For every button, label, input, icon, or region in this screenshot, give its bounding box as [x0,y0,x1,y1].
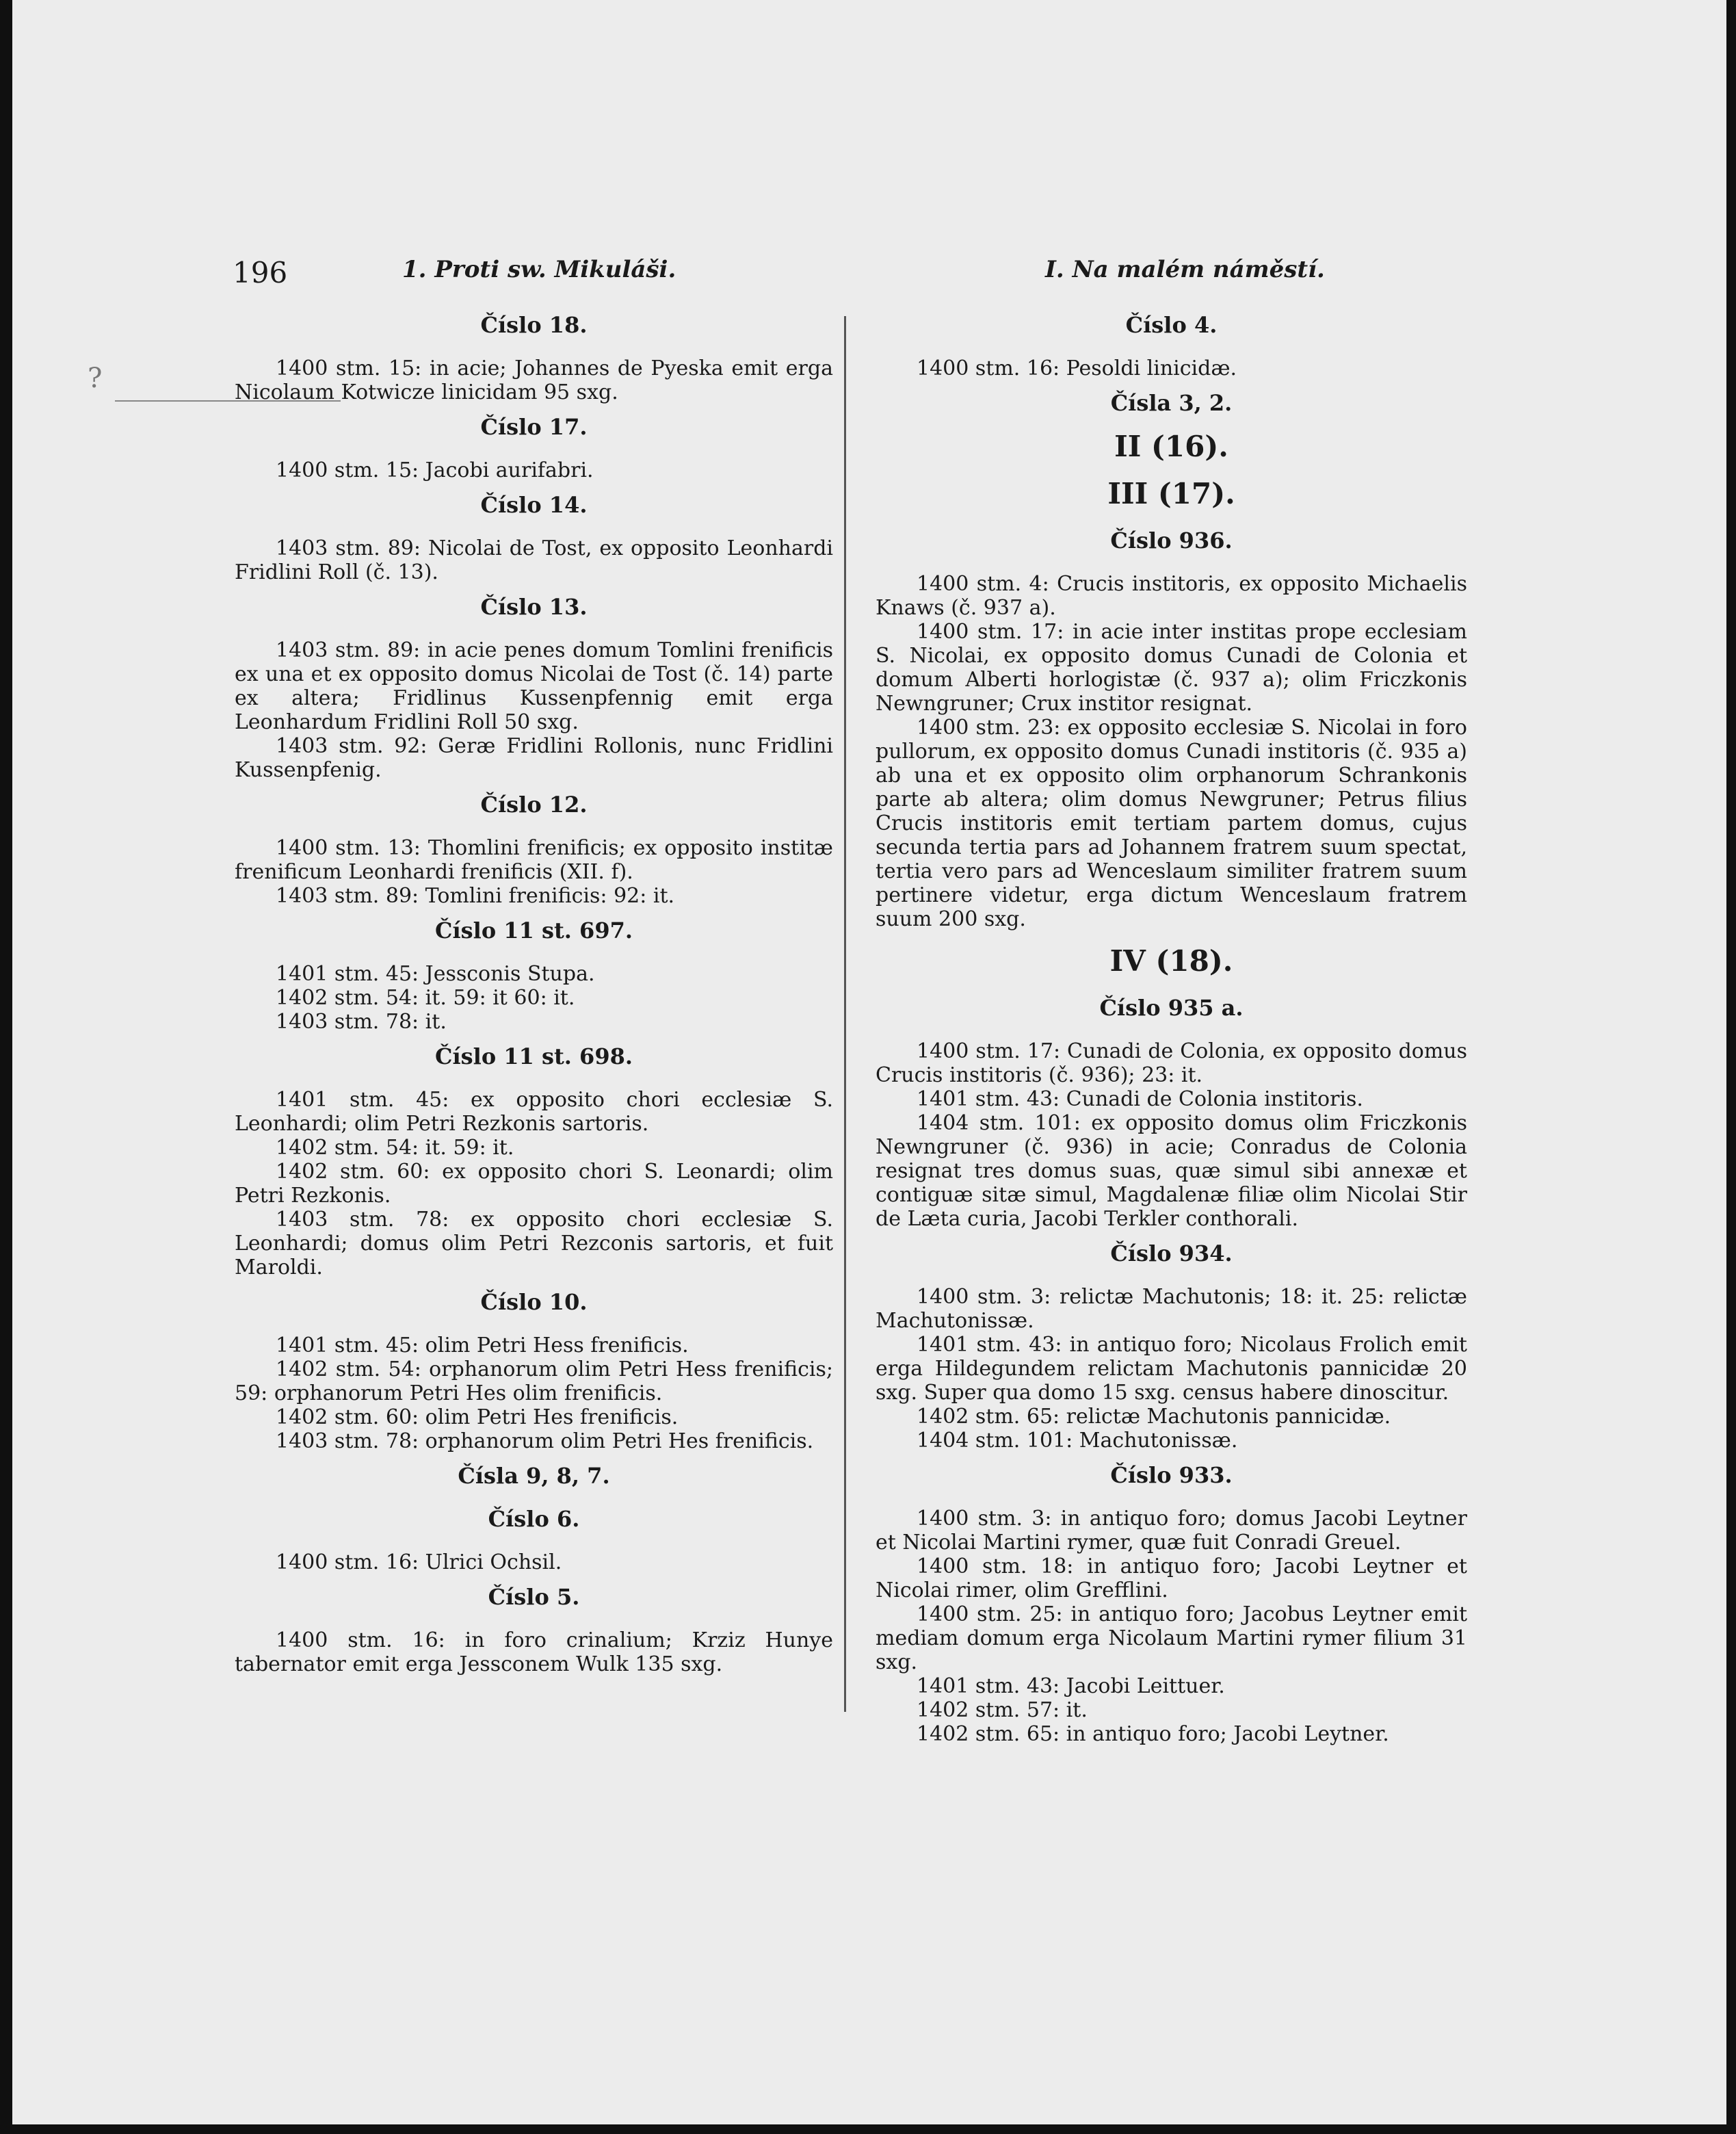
record-entry: 1400 stm. 3: in antiquo foro; domus Jacobi Leytner et Nicolai Martini rymer, quæ fuit Conradi Greuel. [876,1507,1467,1554]
roman-section-heading: IV (18). [1109,944,1233,978]
record-entry: 1400 stm. 16: in foro crinalium; Krziz Hunye tabernator emit erga Jessconem Wulk 135 sxg. [235,1628,833,1676]
section-heading: Číslo 6. [488,1506,580,1532]
section-heading: Číslo 10. [480,1289,588,1315]
section-heading: Číslo 933. [1110,1462,1233,1488]
section-heading: Číslo 5. [488,1584,580,1610]
record-entry: 1400 stm. 16: Pesoldi linicidæ. [917,356,1237,380]
record-entry: 1400 stm. 15: Jacobi aurifabri. [276,458,594,482]
record-entry: 1402 stm. 54: it. 59: it 60: it. [276,986,575,1010]
running-header-left: 1. Proti sw. Mikuláši. [402,256,676,283]
record-entry: 1400 stm. 16: Ulrici Ochsil. [276,1550,562,1574]
record-entry: 1400 stm. 4: Crucis institoris, ex opposito Michaelis Knaws (č. 937 a). [876,572,1467,620]
right-column [876,313,1467,1746]
record-entry: 1400 stm. 13: Thomlini frenificis; ex opposito institæ frenificum Leonhardi frenificis (XII. f). [235,836,833,884]
record-entry: 1402 stm. 57: it. [917,1698,1088,1722]
margin-pencil-mark: ? [88,363,103,394]
record-entry: 1403 stm. 89: Nicolai de Tost, ex opposito Leonhardi Fridlini Roll (č. 13). [235,536,833,584]
record-entry: 1400 stm. 17: Cunadi de Colonia, ex opposito domus Crucis institoris (č. 936); 23: it. [876,1039,1467,1087]
record-entry: 1400 stm. 17: in acie inter institas prope ecclesiam S. Nicolai, ex opposito domus Cunadi de Colonia et domum Alberti horlogistæ (č. 937 a); olim Friczkonis Newngruner; Crux institor resignat. [876,620,1467,716]
section-heading: Číslo 12. [480,792,588,818]
record-entry: 1401 stm. 45: olim Petri Hess frenificis. [276,1333,689,1357]
record-entry: 1403 stm. 78: ex opposito chori ecclesiæ S. Leonhardi; domus olim Petri Rezconis sartoris, et fuit Maroldi. [235,1208,833,1279]
record-entry: 1401 stm. 43: Cunadi de Colonia institoris. [917,1087,1363,1111]
record-entry: 1402 stm. 60: ex opposito chori S. Leonardi; olim Petri Rezkonis. [235,1160,833,1208]
record-entry: 1400 stm. 3: relictæ Machutonis; 18: it. 25: relictæ Machutonissæ. [876,1285,1467,1333]
record-entry: 1402 stm. 54: it. 59: it. [276,1136,514,1160]
section-heading: Číslo 934. [1110,1240,1233,1266]
section-heading: Čísla 3, 2. [1110,390,1233,416]
record-entry: 1402 stm. 65: in antiquo foro; Jacobi Leytner. [917,1722,1389,1746]
section-heading: Číslo 14. [480,492,588,518]
column-divider [844,316,846,1712]
section-heading: Číslo 11 st. 697. [435,918,633,944]
record-entry: 1401 stm. 43: in antiquo foro; Nicolaus Frolich emit erga Hildegundem relictam Machutonis pannicidæ 20 sxg. Super qua domo 15 sxg. census habere dinoscitur. [876,1333,1467,1405]
record-entry: 1403 stm. 89: in acie penes domum Tomlini frenificis ex una et ex opposito domus Nicolai de Tost (č. 14) parte ex altera; Fridlinus Kussenpfennig emit erga Leonhardum Fridlini Roll 50 sxg. [235,638,833,734]
record-entry: 1401 stm. 43: Jacobi Leittuer. [917,1674,1225,1698]
section-heading: Číslo 13. [480,594,588,620]
scanned-page [12,0,1726,2124]
record-entry: 1400 stm. 15: in acie; Johannes de Pyeska emit erga Nicolaum Kotwicze linicidam 95 sxg. [235,356,833,404]
page-number: 196 [233,256,288,289]
record-entry: 1403 stm. 78: orphanorum olim Petri Hes frenificis. [276,1429,814,1453]
section-heading: Číslo 17. [480,414,588,440]
record-entry: 1403 stm. 89: Tomlini frenificis: 92: it. [276,884,675,908]
section-heading: Číslo 936. [1110,528,1233,554]
record-entry: 1400 stm. 25: in antiquo foro; Jacobus Leytner emit mediam domum erga Nicolaum Martini rymer filium 31 sxg. [876,1602,1467,1674]
left-column [235,313,833,1676]
section-heading: Číslo 4. [1125,312,1218,338]
record-entry: 1401 stm. 45: ex opposito chori ecclesiæ S. Leonhardi; olim Petri Rezkonis sartoris. [235,1088,833,1136]
record-entry: 1401 stm. 45: Jessconis Stupa. [276,962,595,986]
record-entry: 1402 stm. 54: orphanorum olim Petri Hess frenificis; 59: orphanorum Petri Hes olim frenificis. [235,1357,833,1405]
record-entry: 1402 stm. 60: olim Petri Hes frenificis. [276,1405,679,1429]
section-heading: Číslo 935 a. [1099,995,1244,1021]
section-heading: Čísla 9, 8, 7. [458,1463,610,1489]
running-header-right: I. Na malém náměstí. [1045,256,1325,283]
section-heading: Číslo 11 st. 698. [435,1043,633,1069]
record-entry: 1404 stm. 101: Machutonissæ. [917,1429,1238,1453]
record-entry: 1403 stm. 78: it. [276,1010,447,1034]
record-entry: 1400 stm. 23: ex opposito ecclesiæ S. Nicolai in foro pullorum, ex opposito domus Cunadi institoris (č. 935 a) ab una et ex opposito olim orphanorum Schrankonis parte ab altera; olim domus Newgruner; Petrus filius Crucis institoris emit tertiam partem domus, cujus secunda tertia pars ad Johannem fratrem suum spectat, tertia vero pars ad Wenceslaum similiter fratrem suum pertinere videtur, erga dictum Wenceslaum fratrem suum 200 sxg. [876,716,1467,931]
record-entry: 1402 stm. 65: relictæ Machutonis pannicidæ. [917,1405,1391,1429]
record-entry: 1403 stm. 92: Geræ Fridlini Rollonis, nunc Fridlini Kussenpfenig. [235,734,833,782]
record-entry: 1400 stm. 18: in antiquo foro; Jacobi Leytner et Nicolai rimer, olim Grefflini. [876,1554,1467,1602]
section-heading: Číslo 18. [480,312,588,338]
roman-section-heading: III (17). [1107,477,1235,510]
record-entry: 1404 stm. 101: ex opposito domus olim Friczkonis Newngruner (č. 936) in acie; Conradus de Colonia resignat tres domus suas, quæ simul sibi annexæ et contiguæ sitæ simul, Magdalenæ filiæ olim Nicolai Stir de Læta curia, Jacobi Terkler conthorali. [876,1111,1467,1231]
roman-section-heading: II (16). [1114,430,1228,463]
